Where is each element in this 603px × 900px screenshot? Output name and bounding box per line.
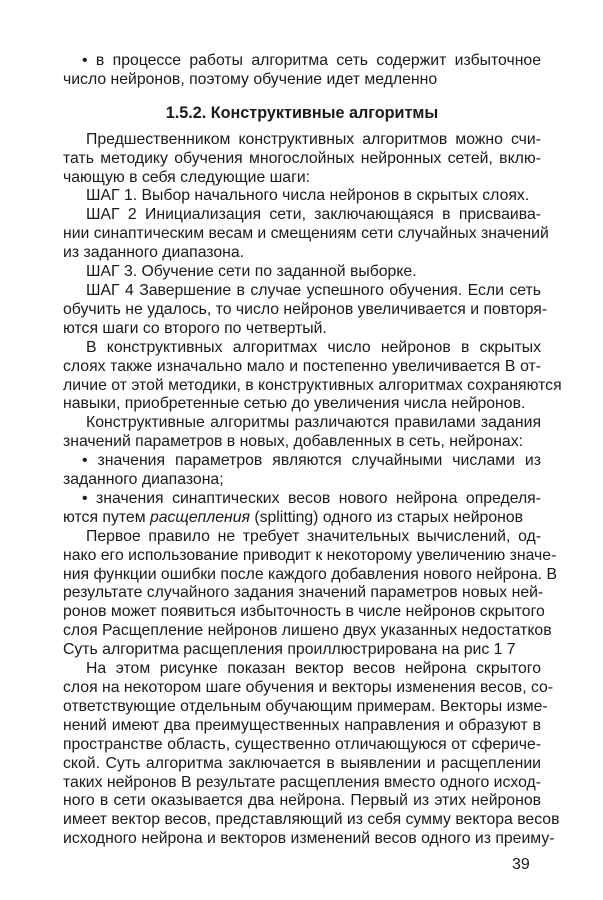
text-line: таких нейронов В результате расщепления вместо одного исход- bbox=[63, 773, 541, 791]
text-line: На этом рисунке показан вектор весов нейрона скрытого bbox=[86, 660, 541, 678]
text-line: • значения синаптических весов нового нейрона определя- bbox=[82, 489, 541, 507]
text-line: В конструктивных алгоритмах число нейронов в скрытых bbox=[86, 338, 541, 356]
page-number: 39 bbox=[512, 856, 530, 873]
text-line: слоя на некотором шаге обучения и векторы изменения весов, со- bbox=[63, 679, 554, 696]
text-line: ного в сети оказывается два нейрона. Первый из этих нейронов bbox=[63, 792, 541, 810]
text-line: ШАГ 4 Завершение в случае успешного обучения. Если сеть bbox=[86, 281, 541, 299]
text-line: ния функции ошибки после каждого добавления нового нейрона. В bbox=[63, 565, 558, 583]
text-line: личие от этой методики, в конструктивных алгоритмах сохраняются bbox=[63, 376, 562, 394]
text-line: Конструктивные алгоритмы различаются правилами задания bbox=[86, 414, 541, 432]
text-line: число нейронов, поэтому обучение идет медленно bbox=[63, 70, 438, 88]
text-line: ронов может появиться избыточность в числе нейронов скрытого bbox=[63, 603, 545, 621]
text-line: нии синаптическим весам и смещениям сети случайных значений bbox=[63, 225, 549, 243]
page-text bbox=[63, 52, 562, 849]
emphasized-term: расщепления bbox=[149, 508, 250, 526]
text-line: ответствующие отдельным обучающим примерам. Векторы изме- bbox=[63, 697, 548, 715]
text-line: Предшественником конструктивных алгоритмов можно счи- bbox=[86, 130, 541, 148]
text-line: чающую в себя следующие шаги: bbox=[63, 168, 311, 186]
text-line: заданного диапазона; bbox=[63, 471, 224, 489]
text-line: нако его использование приводит к некоторому увеличению значе- bbox=[63, 546, 557, 564]
text-line: ШАГ 1. Выбор начального числа нейронов в скрытых слоях. bbox=[86, 187, 530, 205]
text-line: ШАГ 3. Обучение сети по заданной выборке. bbox=[86, 263, 417, 281]
text-line: имеет вектор весов, представляющий из себя сумму вектора весов bbox=[63, 811, 560, 829]
text-line: слоя Расщепление нейронов лишено двух указанных недостатков bbox=[63, 622, 552, 640]
text-line: • в процессе работы алгоритма сеть содержит избыточное bbox=[82, 52, 541, 69]
text-line: тать методику обучения многослойных нейронных сетей, вклю- bbox=[63, 149, 541, 167]
section-title: 1.5.2. Конструктивные алгоритмы bbox=[165, 103, 439, 122]
text-line: ются путем расщепления (splitting) одного из старых нейронов bbox=[63, 508, 524, 526]
text-line: нений имеют два преимущественных направления и образуют в bbox=[63, 716, 541, 734]
text-line: пространстве область, существенно отличающуюся от сфериче- bbox=[63, 735, 541, 753]
text-line: ШАГ 2 Инициализация сети, заключающаяся в присваива- bbox=[86, 206, 541, 224]
text-line: из заданного диапазона. bbox=[63, 244, 245, 262]
text-line: значений параметров в новых, добавленных в сеть, нейронах: bbox=[63, 433, 523, 451]
text-line: обучить не удалось, то число нейронов увеличивается и повторя- bbox=[63, 300, 548, 318]
text-line: исходного нейрона и векторов изменений весов одного из преиму- bbox=[63, 830, 555, 848]
text-line: • значения параметров являются случайными числами из bbox=[82, 452, 541, 470]
text-line: слоях также изначально мало и постепенно увеличивается В от- bbox=[63, 357, 541, 375]
text-line: ской. Суть алгоритма заключается в выявлении и расщеплении bbox=[63, 754, 541, 772]
text-line: ются шаги со второго по четвертый. bbox=[63, 319, 327, 337]
text-line: Первое правило не требует значительных вычислений, од- bbox=[86, 527, 541, 545]
text-line: результате случайного задания значений параметров новых ней- bbox=[63, 584, 544, 602]
text-line: навыки, приобретенные сетью до увеличения числа нейронов. bbox=[63, 395, 526, 413]
text-line: Суть алгоритма расщепления проиллюстрирована на рис 1 7 bbox=[63, 641, 516, 659]
